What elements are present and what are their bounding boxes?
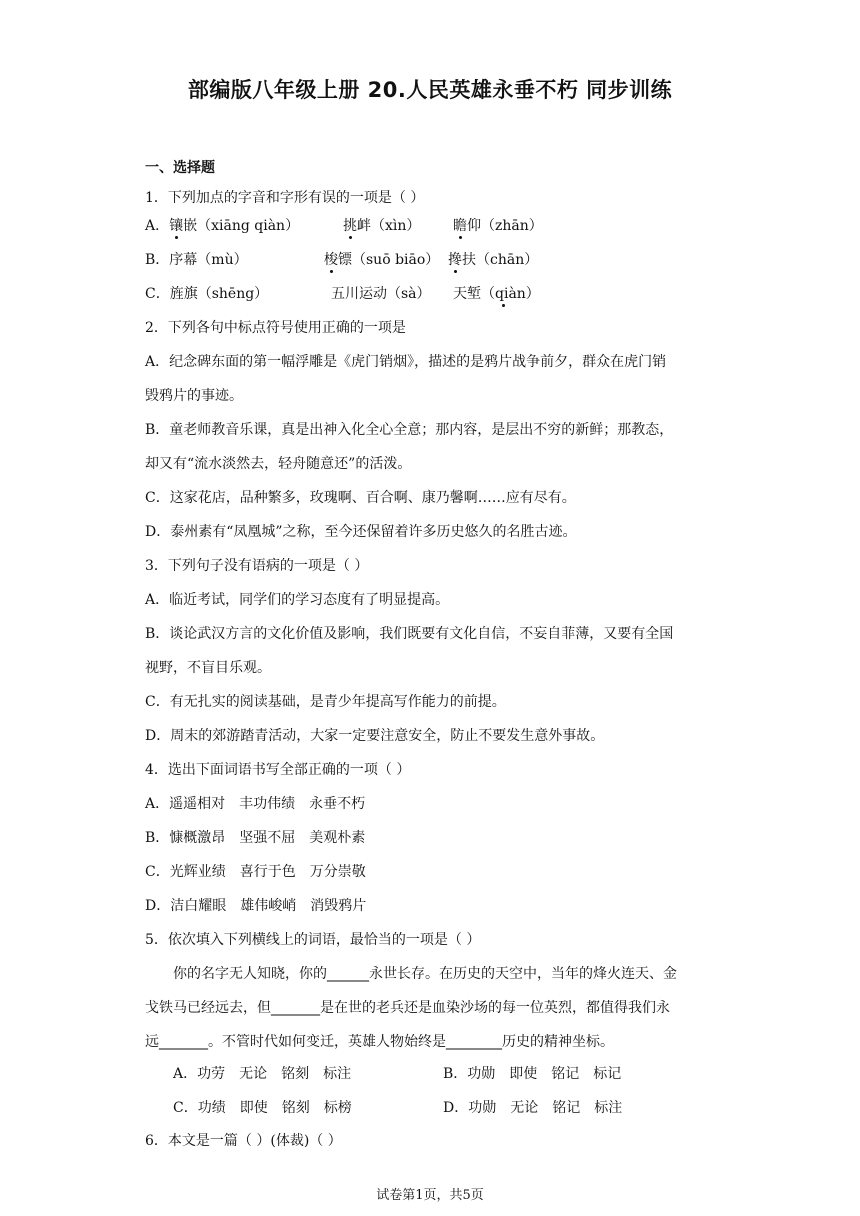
q2-option-b: B．童老师教音乐课，真是出神入化全心全意；那内容，是层出不穷的新鲜；那教态，: [145, 422, 674, 438]
q1-option-b-word2: 梭镖（suō biāo）: [324, 252, 440, 268]
q2-option-c: C．这家花店，品种繁多，玫瑰啊、百合啊、康乃馨啊……应有尽有。: [145, 490, 576, 506]
q4-option-c: C．光辉业绩 喜行于色 万分崇敬: [145, 864, 366, 880]
q3-option-b-cont: 视野，不盲目乐观。: [145, 660, 271, 676]
q1-option-c-word3: 天堑（qiàn）: [453, 286, 540, 302]
q2-option-a-cont: 毁鸦片的事迹。: [145, 388, 243, 404]
q5-option-b: B．功勋 即使 铭记 标记: [443, 1066, 622, 1082]
q1-option-a-word3: 瞻仰（zhān）: [453, 218, 543, 234]
section-heading: 一、选择题: [145, 160, 215, 176]
q2-option-b-cont: 却又有“流水淡然去，轻舟随意还”的活泼。: [145, 456, 412, 472]
q1-option-a-word2: 挑衅（xìn）: [343, 218, 421, 234]
question-2-stem: 2．下列各句中标点符号使用正确的一项是: [145, 320, 406, 336]
q5-passage-line-2: 戈铁马已经远去，但_______是在世的老兵还是血染沙场的每一位英烈，都值得我们永: [145, 1000, 670, 1016]
q2-option-a: A．纪念碑东面的第一幅浮雕是《虎门销烟》，描述的是鸦片战争前夕，群众在虎门销: [145, 354, 667, 370]
q1-option-c: C．旌旗（shēng）: [145, 286, 269, 302]
question-6-stem: 6．本文是一篇（ ）(体裁)（ ）: [145, 1133, 342, 1149]
question-1-stem: 1．下列加点的字音和字形有误的一项是（ ）: [145, 190, 425, 206]
q3-option-c: C．有无扎实的阅读基础，是青少年提高写作能力的前提。: [145, 694, 506, 710]
page-footer: 试卷第1页，共5页: [376, 1188, 484, 1203]
q4-option-b: B．慷概激昂 坚强不屈 美观朴素: [145, 830, 366, 846]
q3-option-b: B．谈论武汉方言的文化价值及影响，我们既要有文化自信，不妄自菲薄，又要有全国: [145, 626, 674, 642]
q5-option-c: C．功绩 即使 铭刻 标榜: [173, 1100, 352, 1116]
question-3-stem: 3．下列句子没有语病的一项是（ ）: [145, 558, 369, 574]
q3-option-d: D．周末的郊游踏青活动，大家一定要注意安全，防止不要发生意外事故。: [145, 728, 605, 744]
q3-option-a: A．临近考试，同学们的学习态度有了明显提高。: [145, 592, 450, 608]
q1-option-b: B．序幕（mù）: [145, 252, 248, 268]
q1-option-b-word3: 搀扶（chān）: [448, 252, 539, 268]
question-4-stem: 4．选出下面词语书写全部正确的一项（ ）: [145, 762, 411, 778]
q5-passage-line-1: 你的名字无人知晓，你的______永世长存。在历史的天空中，当年的烽火连天、金: [145, 966, 677, 982]
q4-option-a: A．遥遥相对 丰功伟绩 永垂不朽: [145, 796, 366, 812]
q1-option-a: A．镶嵌（xiāng qiàn）: [145, 218, 300, 234]
page-title: 部编版八年级上册 20.人民英雄永垂不朽 同步训练: [187, 78, 673, 102]
q4-option-d: D．洁白耀眼 雄伟峻峭 消毁鸦片: [145, 898, 367, 914]
q1-option-c-word2: 五川运动（sà）: [331, 286, 431, 302]
q5-passage-line-3: 远_______。不管时代如何变迁，英雄人物始终是________历史的精神坐标。: [145, 1034, 614, 1050]
q5-passage: [145, 957, 717, 1059]
question-5-stem: 5．依次填入下列横线上的词语，最恰当的一项是（ ）: [145, 932, 481, 948]
q2-option-d: D．泰州素有“凤凰城”之称，至今还保留着许多历史悠久的名胜古迹。: [145, 524, 577, 540]
q5-option-d: D．功勋 无论 铭记 标注: [443, 1100, 623, 1116]
q5-option-a: A．功劳 无论 铭刻 标注: [173, 1066, 352, 1082]
